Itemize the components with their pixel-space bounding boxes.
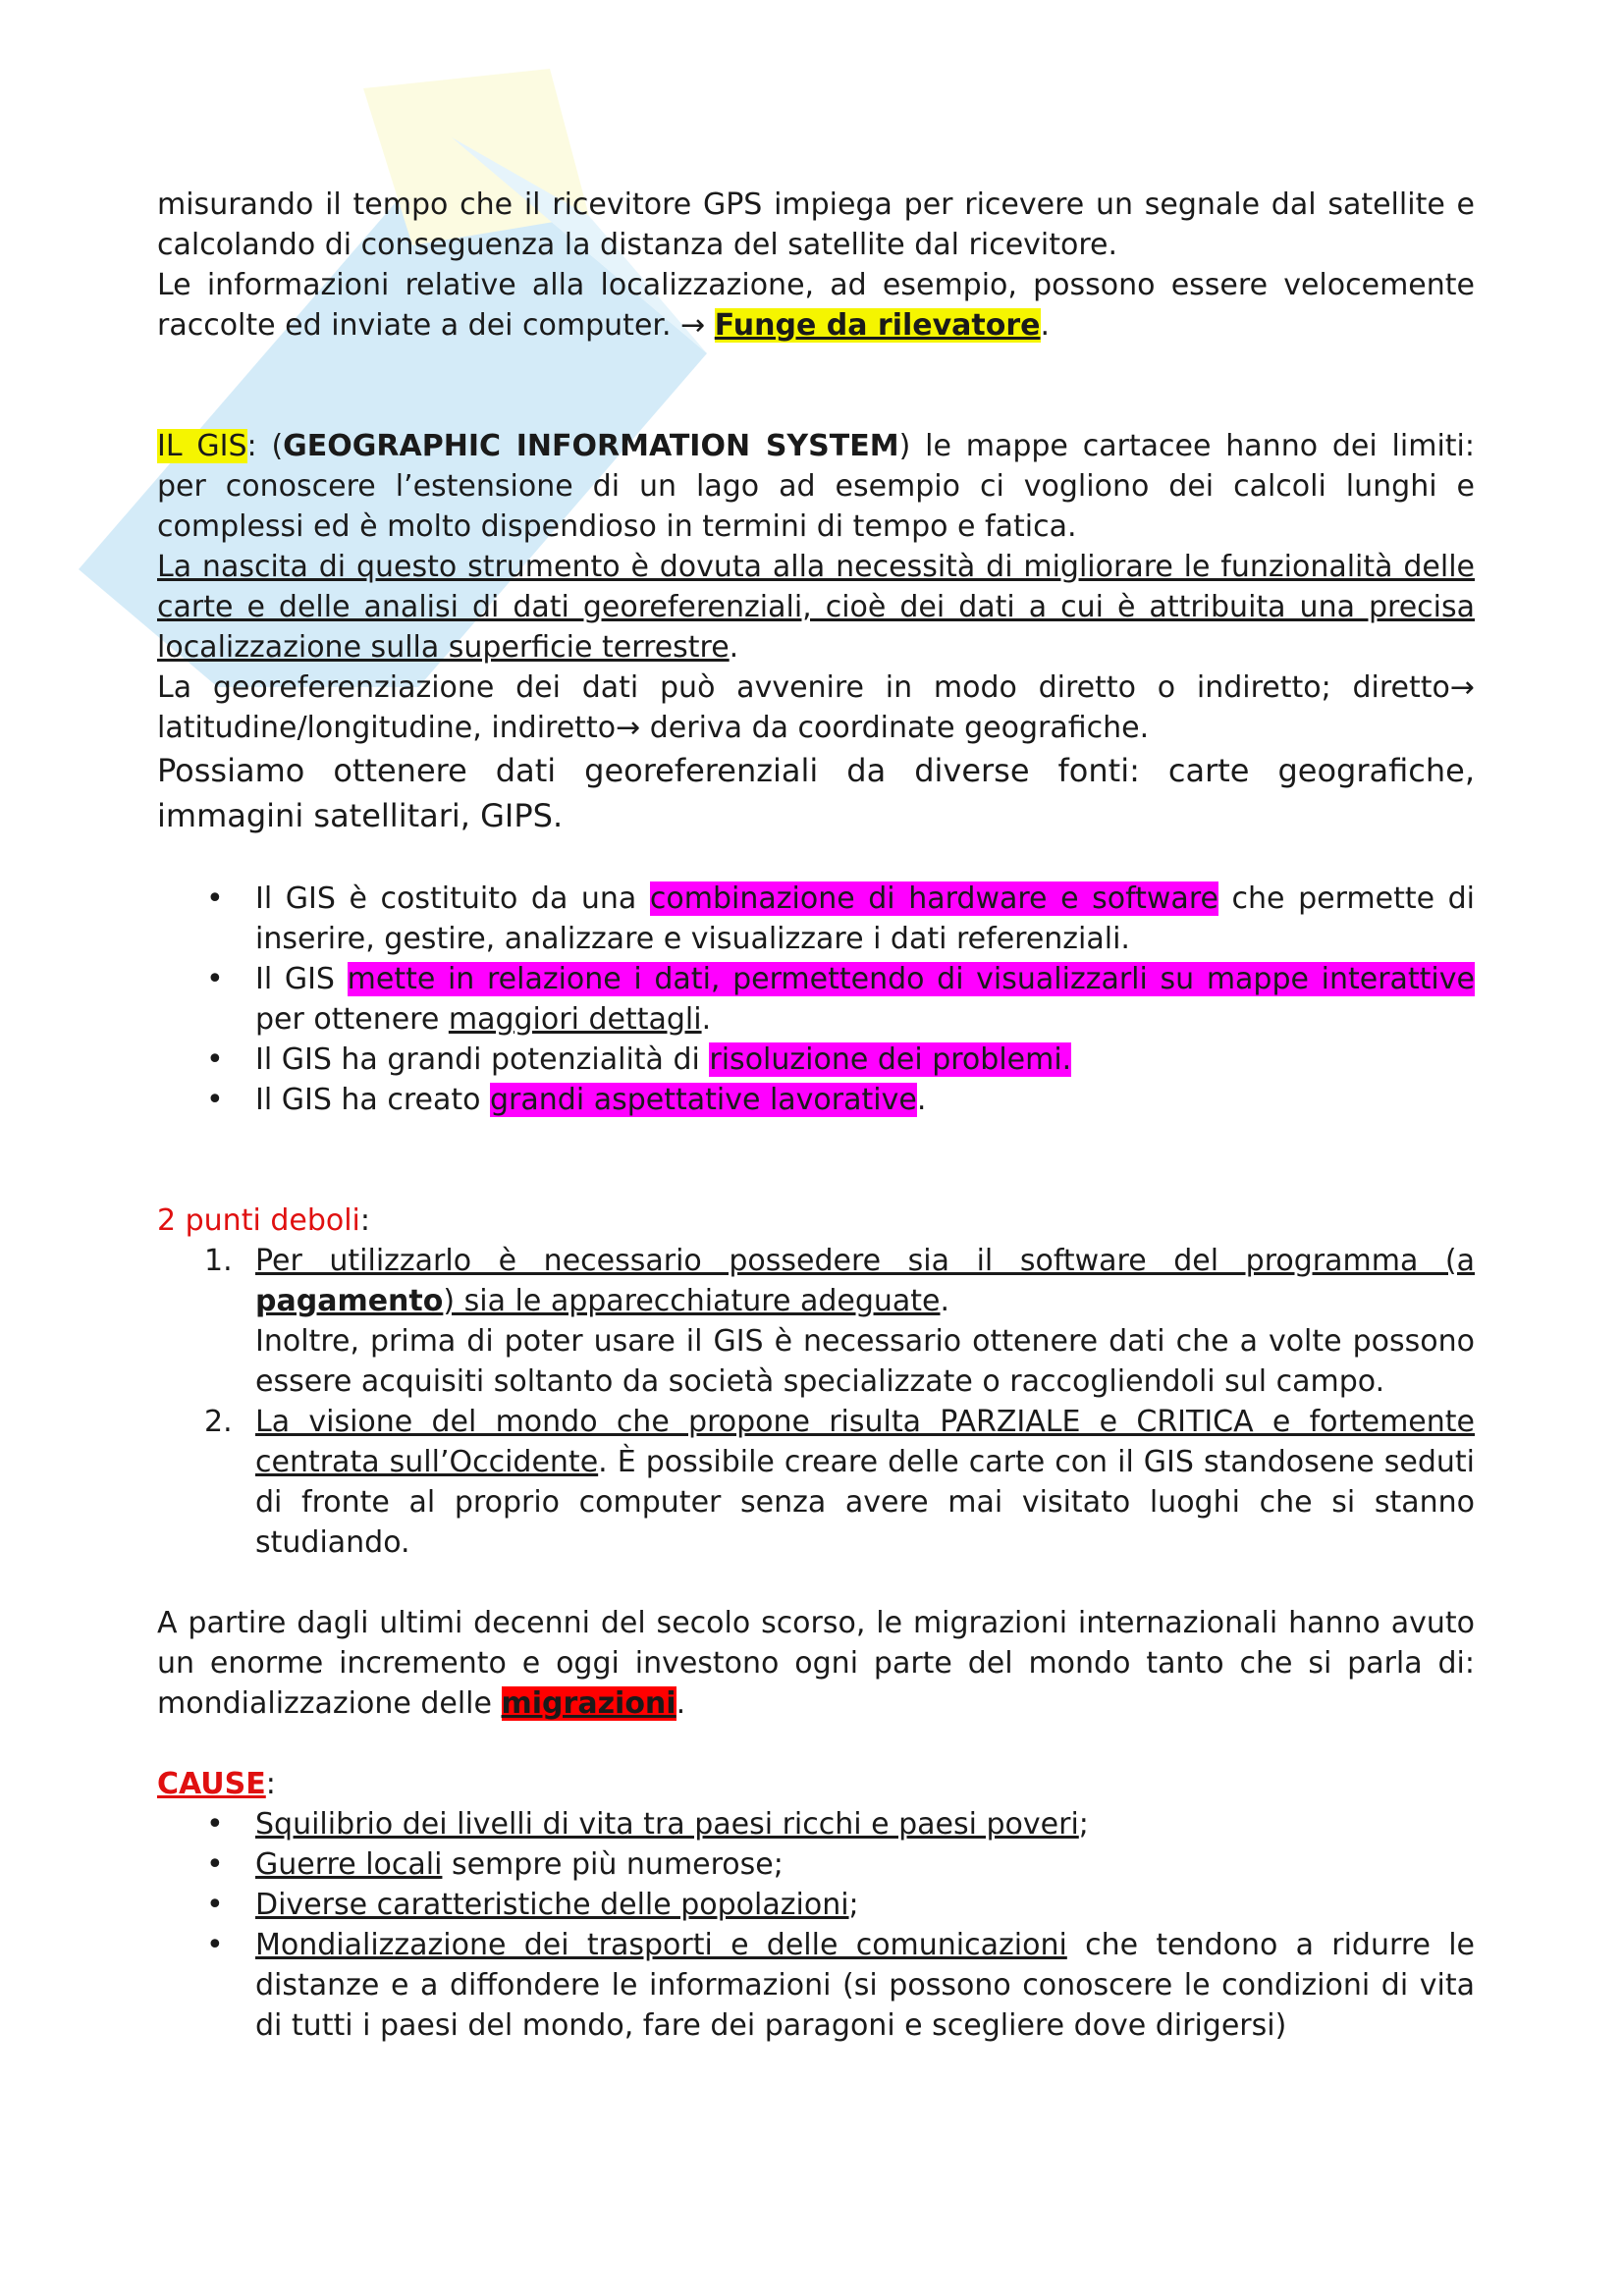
b4-highlight: grandi aspettative lavorative (490, 1083, 917, 1117)
w2-underlined: La visione del mondo che propone risulta PARZIALE e CRITICA e fortemente centrata sull’Occidente (255, 1405, 1475, 1479)
cause-list (157, 1804, 1475, 2046)
b2-post: . (701, 1002, 712, 1037)
arrow-icon: → (680, 308, 715, 343)
w1-rest: Inoltre, prima di poter usare il GIS è necessario ottenere dati che a volte possono essere acquisiti soltanto da società specializzate o raccogliendoli sul campo. (255, 1324, 1475, 1399)
c1-post: ; (1078, 1807, 1089, 1842)
bullet-icon: • (206, 1847, 224, 1882)
bullet-icon: • (206, 1888, 224, 1922)
b4-pre: Il GIS ha creato (255, 1083, 490, 1117)
b1-post: che permette di inserire, gestire, analizzare e visualizzare i dati referenziali. (255, 881, 1476, 956)
b3-highlight: risoluzione dei problemi. (709, 1042, 1072, 1077)
gps-end: . (1040, 308, 1051, 343)
b2-highlight: mette in relazione i dati, permettendo di visualizzarli su mappe interattive (347, 962, 1475, 996)
bullet-icon: • (206, 1928, 224, 1962)
arrow-icon: → (616, 711, 641, 745)
item-number: 2. (204, 1405, 233, 1439)
weak-colon: : (359, 1203, 371, 1238)
list-item (157, 1040, 1475, 1080)
migr-end: . (676, 1686, 686, 1721)
list-item (157, 1844, 1475, 1885)
list-item (157, 959, 1475, 1040)
list-item (157, 879, 1475, 959)
bullet-icon: • (206, 1083, 224, 1117)
gis-dot: . (729, 630, 739, 665)
gis-paragraph (157, 426, 1475, 748)
w2-rest: . È possibile creare delle carte con il GIS standosene seduti di fronte al proprio computer senza avere mai visitato luoghi che si stanno studiando. (255, 1445, 1475, 1560)
c2-underlined: Guerre locali (255, 1847, 443, 1882)
list-item (157, 1241, 1475, 1402)
gps-paragraph (157, 185, 1475, 346)
georef-text-a: La georeferenziazione dei dati può avvenire in modo diretto o indiretto; diretto (157, 670, 1450, 705)
bullet-icon: • (206, 962, 224, 996)
document-page (157, 185, 1475, 2046)
c2-post: sempre più numerose; (442, 1847, 784, 1882)
cause-colon: : (265, 1767, 276, 1801)
b2-mid: per ottenere (255, 1002, 449, 1037)
c3-post: ; (848, 1888, 859, 1922)
w1-bold: pagamento (255, 1284, 444, 1318)
gis-sources: Possiamo ottenere dati georeferenziali da diverse fonti: carte geografiche, immagini satellitari, GIPS. (157, 752, 1475, 834)
gis-acronym: GEOGRAPHIC INFORMATION SYSTEM (283, 429, 899, 463)
cause-title: CAUSE (157, 1767, 266, 1801)
gis-underlined-text: La nascita di questo strumento è dovuta alla necessità di migliorare le funzionalità delle carte e delle analisi di dati georeferenziali, cioè dei dati a cui è attribuita una precisa localizzazione sulla superficie terrestre (157, 550, 1475, 665)
b1-highlight: combinazione di hardware e software (649, 881, 1218, 916)
b2-underlined: maggiori dettagli (448, 1002, 702, 1037)
gis-label: IL GIS (157, 429, 247, 463)
gis-intro: ) le mappe cartacee hanno dei limiti: per conoscere l’estensione di un lago ad esempio ci vogliono dei calcoli lunghi e complessi ed è molto dispendioso in termini di tempo e fatica. (157, 429, 1475, 544)
c1-underlined: Squilibrio dei livelli di vita tra paesi ricchi e paesi poveri (255, 1807, 1079, 1842)
gis-colon: : ( (246, 429, 284, 463)
b4-post: . (916, 1083, 927, 1117)
b3-pre: Il GIS ha grandi potenzialità di (255, 1042, 710, 1077)
w1-dot: . (940, 1284, 950, 1318)
list-item (157, 1804, 1475, 1844)
list-item (157, 1885, 1475, 1925)
georef-text-c: deriva da coordinate geografiche. (640, 711, 1150, 745)
c4-underlined: Mondializzazione dei trasporti e delle comunicazioni (255, 1928, 1067, 1962)
w1-underlined-a: Per utilizzarlo è necessario possedere sia il software del programma (a (255, 1244, 1475, 1278)
list-item (157, 1402, 1475, 1563)
gps-text-a: misurando il tempo che il ricevitore GPS impiega per ricevere un segnale dal satellite e calcolando di conseguenza la distanza del satellite dal ricevitore. (157, 187, 1475, 262)
bullet-icon: • (206, 1042, 224, 1077)
migr-text: A partire dagli ultimi decenni del secolo scorso, le migrazioni internazionali hanno avuto un enorme incremento e oggi investono ogni parte del mondo tanto che si parla di: mondializzazione delle (157, 1606, 1475, 1721)
georef-text-b: latitudine/longitudine, indiretto (157, 711, 617, 745)
bullet-icon: • (206, 1807, 224, 1842)
item-number: 1. (204, 1244, 233, 1278)
w1-underlined-b: ) sia le apparecchiature adeguate (443, 1284, 941, 1318)
migrations-paragraph (157, 1603, 1475, 1724)
gps-text-b: Le informazioni relative alla localizzazione, ad esempio, possono essere velocemente raccolte ed inviate a dei computer. (157, 268, 1475, 343)
migr-highlight: migrazioni (501, 1686, 676, 1721)
weak-points-heading (157, 1201, 1475, 1241)
bullet-icon: • (206, 881, 224, 916)
highlight-rilevatore: Funge da rilevatore (714, 308, 1041, 343)
arrow-icon: → (1449, 670, 1475, 705)
cause-heading (157, 1764, 1475, 1804)
weak-points-list (157, 1241, 1475, 1563)
gis-bullet-list (157, 879, 1475, 1120)
b2-pre: Il GIS (255, 962, 348, 996)
list-item (157, 1080, 1475, 1120)
c4-post: che tendono a ridurre le distanze e a diffondere le informazioni (si possono conoscere le condizioni di vita di tutti i paesi del mondo, fare dei paragoni e scegliere dove dirigersi) (255, 1928, 1476, 2043)
list-item (157, 1925, 1475, 2046)
c3-underlined: Diverse caratteristiche delle popolazioni (255, 1888, 849, 1922)
b1-pre: Il GIS è costituito da una (255, 881, 650, 916)
weak-title: 2 punti deboli (157, 1203, 360, 1238)
